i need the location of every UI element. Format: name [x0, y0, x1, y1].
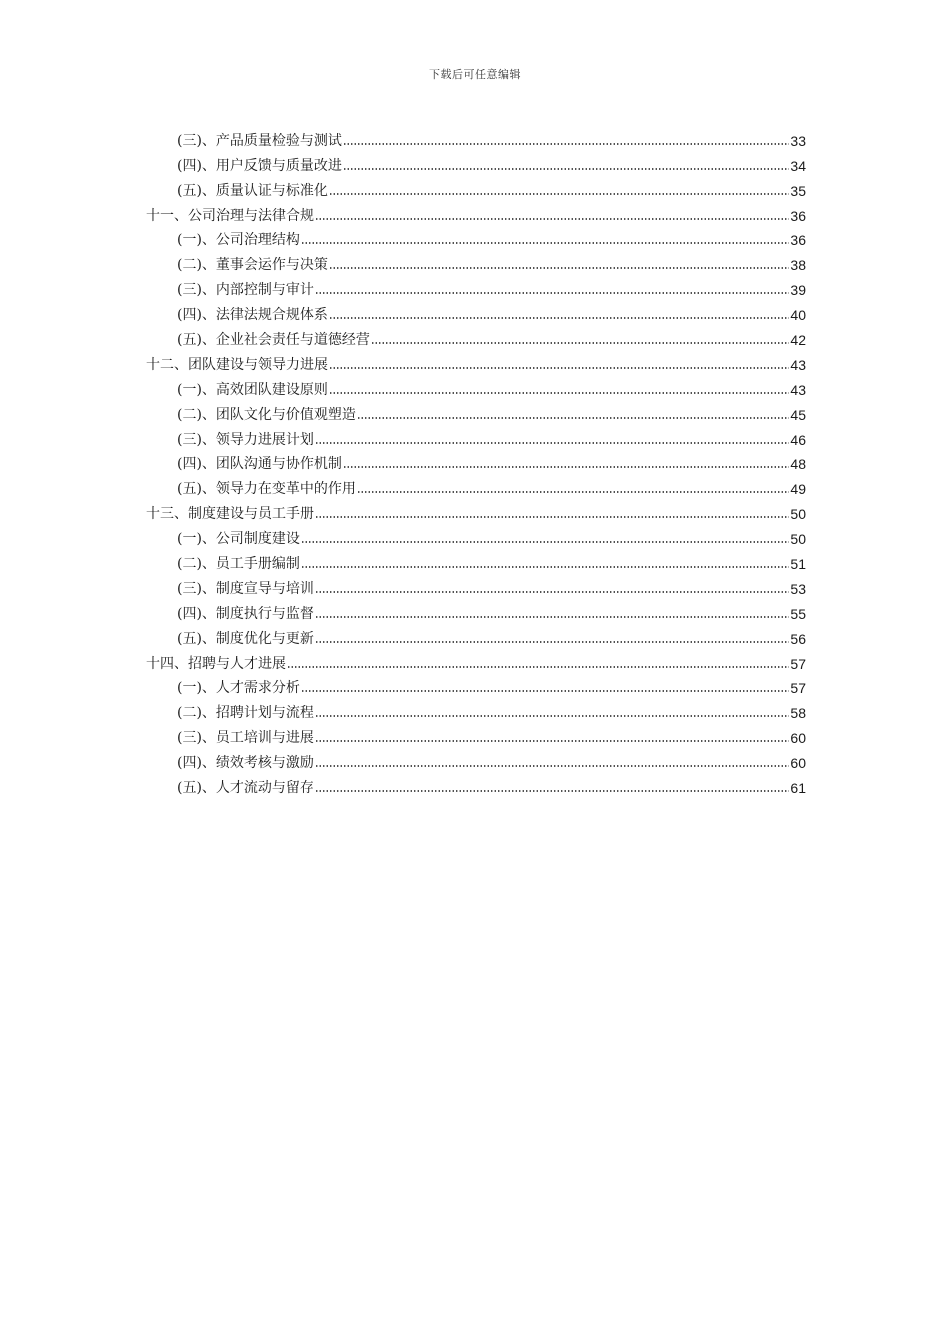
toc-page-number: 57 [790, 680, 806, 697]
toc-section-entry[interactable] [146, 226, 806, 251]
toc-dot-leader [315, 714, 789, 718]
toc-section-entry[interactable] [146, 474, 806, 499]
toc-dot-leader [329, 366, 789, 370]
toc-entry-title: (四)、用户反馈与质量改进 [177, 157, 342, 174]
toc-entry-title: (四)、团队沟通与协作机制 [177, 456, 342, 473]
toc-section-entry[interactable] [146, 599, 806, 624]
toc-dot-leader [287, 665, 789, 669]
toc-section-entry[interactable] [146, 698, 806, 723]
toc-section-entry[interactable] [146, 574, 806, 599]
toc-dot-leader [343, 142, 789, 146]
toc-entry-title: (三)、员工培训与进展 [177, 730, 314, 747]
toc-section-entry[interactable] [146, 176, 806, 201]
toc-section-entry[interactable] [146, 375, 806, 400]
toc-page-number: 46 [790, 431, 806, 448]
toc-page-number: 49 [790, 481, 806, 498]
toc-entry-title: (二)、员工手册编制 [177, 556, 300, 573]
toc-dot-leader [315, 789, 789, 793]
toc-section-entry[interactable] [146, 275, 806, 300]
toc-dot-leader [315, 441, 789, 445]
toc-section-entry[interactable] [146, 400, 806, 425]
toc-entry-title: (五)、领导力在变革中的作用 [177, 481, 356, 498]
toc-dot-leader [329, 391, 789, 395]
toc-entry-title: (二)、董事会运作与决策 [177, 257, 328, 274]
toc-chapter-entry[interactable] [146, 350, 806, 375]
toc-page-number: 53 [790, 580, 806, 597]
toc-page-number: 61 [790, 780, 806, 797]
toc-page-number: 51 [790, 556, 806, 573]
toc-dot-leader [315, 515, 789, 519]
toc-dot-leader [301, 540, 789, 544]
toc-section-entry[interactable] [146, 624, 806, 649]
toc-page-number: 56 [790, 630, 806, 647]
toc-entry-title: (三)、产品质量检验与测试 [177, 132, 342, 149]
toc-entry-title: (四)、法律法规合规体系 [177, 307, 328, 324]
toc-section-entry[interactable] [146, 126, 806, 151]
toc-entry-title: (二)、团队文化与价值观塑造 [177, 406, 356, 423]
toc-dot-leader [343, 465, 789, 469]
toc-page-number: 36 [790, 232, 806, 249]
toc-page-number: 57 [790, 655, 806, 672]
toc-dot-leader [329, 192, 789, 196]
toc-page-number: 39 [790, 282, 806, 299]
toc-chapter-entry[interactable] [146, 499, 806, 524]
toc-entry-title: (三)、内部控制与审计 [177, 282, 314, 299]
toc-page-number: 40 [790, 307, 806, 324]
toc-entry-title: (一)、人才需求分析 [177, 680, 300, 697]
toc-section-entry[interactable] [146, 300, 806, 325]
toc-entry-title: (一)、公司治理结构 [177, 232, 300, 249]
toc-dot-leader [301, 565, 789, 569]
toc-dot-leader [329, 266, 789, 270]
toc-dot-leader [329, 316, 789, 320]
toc-dot-leader [315, 217, 789, 221]
toc-entry-title: (三)、领导力进展计划 [177, 431, 314, 448]
toc-page-number: 60 [790, 730, 806, 747]
table-of-contents [146, 126, 806, 798]
toc-page-number: 58 [790, 705, 806, 722]
toc-section-entry[interactable] [146, 425, 806, 450]
toc-entry-title: (五)、质量认证与标准化 [177, 182, 328, 199]
toc-dot-leader [301, 241, 789, 245]
toc-dot-leader [343, 167, 789, 171]
toc-page-number: 48 [790, 456, 806, 473]
toc-dot-leader [315, 590, 789, 594]
toc-dot-leader [357, 416, 789, 420]
toc-dot-leader [357, 490, 789, 494]
toc-section-entry[interactable] [146, 723, 806, 748]
toc-section-entry[interactable] [146, 250, 806, 275]
toc-entry-title: (五)、制度优化与更新 [177, 630, 314, 647]
toc-dot-leader [315, 739, 789, 743]
toc-entry-title: (三)、制度宣导与培训 [177, 580, 314, 597]
toc-entry-title: (五)、企业社会责任与道德经营 [177, 332, 370, 349]
toc-page-number: 36 [790, 207, 806, 224]
toc-dot-leader [315, 764, 789, 768]
toc-page-number: 50 [790, 506, 806, 523]
toc-page-number: 34 [790, 157, 806, 174]
page-header: 下载后可任意编辑 [429, 68, 521, 81]
toc-entry-title: 十一、公司治理与法律合规 [146, 207, 314, 224]
toc-entry-title: (四)、绩效考核与激励 [177, 755, 314, 772]
toc-page-number: 50 [790, 531, 806, 548]
toc-entry-title: (二)、招聘计划与流程 [177, 705, 314, 722]
toc-section-entry[interactable] [146, 549, 806, 574]
toc-entry-title: 十四、招聘与人才进展 [146, 655, 286, 672]
toc-page-number: 43 [790, 356, 806, 373]
toc-entry-title: (一)、公司制度建设 [177, 531, 300, 548]
toc-entry-title: 十二、团队建设与领导力进展 [146, 356, 328, 373]
toc-page-number: 60 [790, 755, 806, 772]
toc-page-number: 42 [790, 332, 806, 349]
toc-section-entry[interactable] [146, 151, 806, 176]
toc-dot-leader [315, 291, 789, 295]
toc-section-entry[interactable] [146, 450, 806, 475]
toc-dot-leader [301, 689, 789, 693]
toc-dot-leader [315, 640, 789, 644]
toc-dot-leader [315, 615, 789, 619]
toc-section-entry[interactable] [146, 748, 806, 773]
toc-page-number: 33 [790, 132, 806, 149]
toc-chapter-entry[interactable] [146, 201, 806, 226]
toc-entry-title: (四)、制度执行与监督 [177, 605, 314, 622]
toc-dot-leader [371, 341, 789, 345]
toc-chapter-entry[interactable] [146, 649, 806, 674]
toc-section-entry[interactable] [146, 325, 806, 350]
toc-page-number: 35 [790, 182, 806, 199]
toc-entry-title: (一)、高效团队建设原则 [177, 381, 328, 398]
toc-page-number: 38 [790, 257, 806, 274]
toc-entry-title: (五)、人才流动与留存 [177, 780, 314, 797]
toc-section-entry[interactable] [146, 524, 806, 549]
toc-section-entry[interactable] [146, 773, 806, 798]
toc-entry-title: 十三、制度建设与员工手册 [146, 506, 314, 523]
toc-page-number: 45 [790, 406, 806, 423]
toc-page-number: 55 [790, 605, 806, 622]
toc-section-entry[interactable] [146, 674, 806, 699]
toc-page-number: 43 [790, 381, 806, 398]
